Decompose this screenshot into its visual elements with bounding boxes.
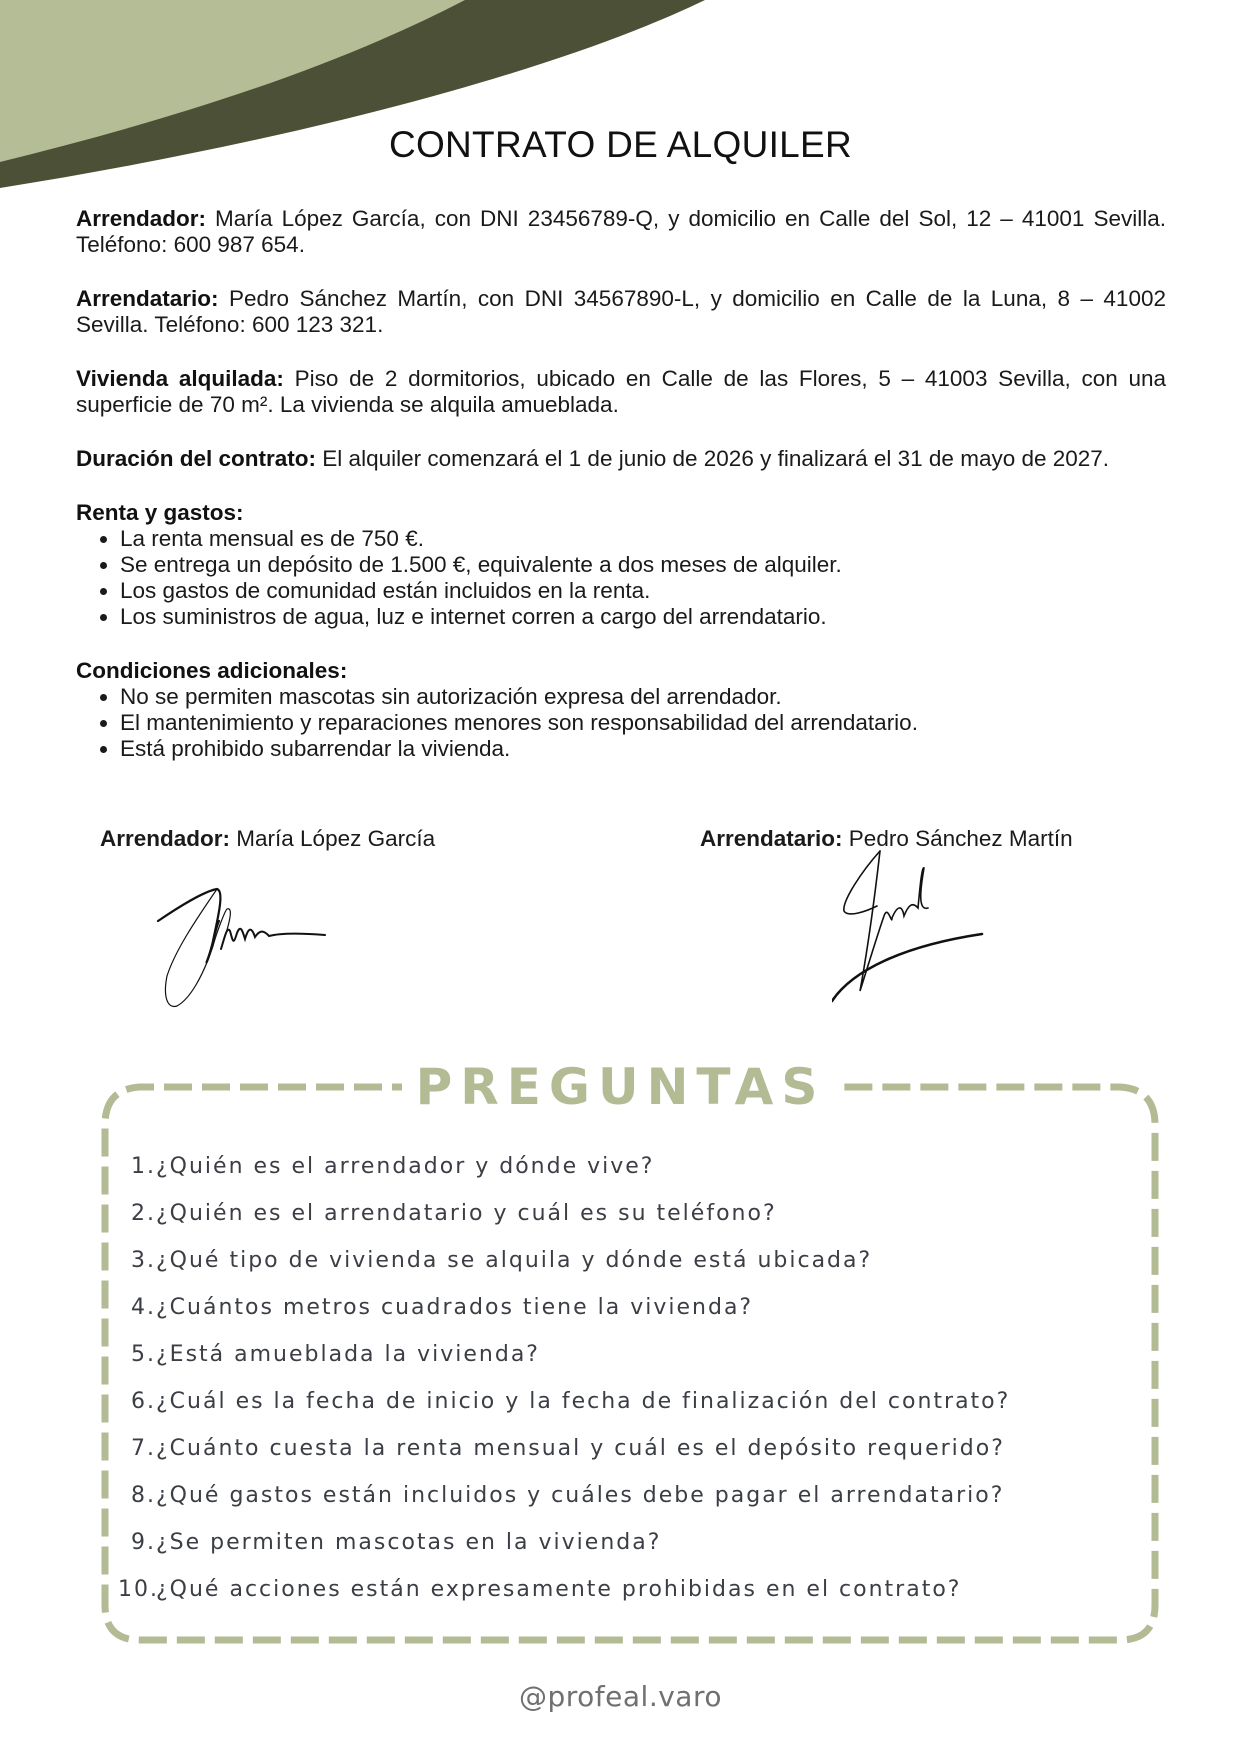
conditions-list [76, 684, 1166, 762]
author-handle: @profeal.varo [519, 1680, 722, 1713]
question-text: ¿Qué acciones están expresamente prohibidas en el contrato? [156, 1577, 962, 1602]
rent-heading-text: Renta y gastos: [76, 500, 244, 525]
question-item [118, 1425, 1010, 1472]
landlord-signature-caption [100, 826, 435, 852]
signatures-section [0, 826, 1241, 1026]
condition-item: • El mantenimiento y reparaciones menores son responsabilidad del arrendatario. [120, 710, 1166, 736]
condition-item: • No se permiten mascotas sin autorización expresa del arrendador. [120, 684, 1166, 710]
tenant-signature-name: Pedro Sánchez Martín [848, 826, 1073, 851]
duration-details: El alquiler comenzará el 1 de junio de 2026 y finalizará el 31 de mayo de 2027. [322, 446, 1110, 471]
question-item [118, 1284, 1010, 1331]
conditions-heading [76, 658, 1166, 684]
question-text: ¿Se permiten mascotas en la vivienda? [156, 1530, 662, 1555]
question-text: ¿Está amueblada la vivienda? [156, 1342, 540, 1367]
questions-title [0, 1058, 1241, 1116]
condition-item: • Está prohibido subarrendar la vivienda. [120, 736, 1166, 762]
question-number: 10. [118, 1577, 159, 1602]
property-details: Piso de 2 dormitorios, ubicado en Calle de las Flores, 5 – 41003 Sevilla, con una superficie de 70 m². La vivienda se alquila amueblada. [76, 366, 1166, 417]
question-text: ¿Quién es el arrendatario y cuál es su teléfono? [156, 1201, 777, 1226]
question-number: 4. [131, 1295, 156, 1320]
document-title: CONTRATO DE ALQUILER [388, 124, 853, 165]
contract-body [76, 206, 1166, 790]
tenant-paragraph [76, 286, 1166, 338]
landlord-signature-image [155, 881, 345, 1011]
property-label: Vivienda alquilada: [76, 366, 284, 391]
corner-decoration [0, 0, 720, 200]
question-number: 7. [131, 1436, 156, 1461]
question-text: ¿Qué gastos están incluidos y cuáles debe pagar el arrendatario? [156, 1483, 1005, 1508]
rent-item: • Los gastos de comunidad están incluidos en la renta. [120, 578, 1166, 604]
question-number: 2. [131, 1201, 156, 1226]
question-item [118, 1519, 1010, 1566]
tenant-details: Pedro Sánchez Martín, con DNI 34567890-L, y domicilio en Calle de la Luna, 8 – 41002 Sevilla. Teléfono: 600 123 321. [76, 286, 1166, 337]
questions-list [118, 1143, 1010, 1613]
landlord-paragraph [76, 206, 1166, 258]
question-number: 1. [131, 1154, 156, 1179]
rent-heading [76, 500, 1166, 526]
question-number: 9. [131, 1530, 156, 1555]
question-text: ¿Cuántos metros cuadrados tiene la vivienda? [156, 1295, 754, 1320]
landlord-signature-name: María López García [236, 826, 436, 851]
question-item [118, 1143, 1010, 1190]
landlord-details: María López García, con DNI 23456789-Q, y domicilio en Calle del Sol, 12 – 41001 Sevilla. Teléfono: 600 987 654. [76, 206, 1166, 257]
conditions-heading-text: Condiciones adicionales: [76, 658, 348, 683]
question-text: ¿Quién es el arrendador y dónde vive? [156, 1154, 655, 1179]
tenant-signature-label: Arrendatario: [700, 826, 843, 851]
question-item [118, 1566, 1010, 1613]
question-number: 8. [131, 1483, 156, 1508]
question-text: ¿Cuánto cuesta la renta mensual y cuál es el depósito requerido? [156, 1436, 1005, 1461]
tenant-label: Arrendatario: [76, 286, 219, 311]
question-item [118, 1331, 1010, 1378]
question-item [118, 1237, 1010, 1284]
question-text: ¿Cuál es la fecha de inicio y la fecha de finalización del contrato? [156, 1389, 1011, 1414]
rent-item: • La renta mensual es de 750 €. [120, 526, 1166, 552]
landlord-label: Arrendador: [76, 206, 207, 231]
question-number: 3. [131, 1248, 156, 1273]
question-text: ¿Qué tipo de vivienda se alquila y dónde está ubicada? [156, 1248, 873, 1273]
rent-list [76, 526, 1166, 630]
duration-paragraph [76, 446, 1166, 472]
duration-label: Duración del contrato: [76, 446, 317, 471]
question-item [118, 1472, 1010, 1519]
question-number: 6. [131, 1389, 156, 1414]
question-item [118, 1378, 1010, 1425]
question-number: 5. [131, 1342, 156, 1367]
questions-title-text: PREGUNTAS [402, 1058, 840, 1116]
rent-item: • Los suministros de agua, luz e internet corren a cargo del arrendatario. [120, 604, 1166, 630]
landlord-signature-label: Arrendador: [100, 826, 231, 851]
tenant-signature-image [832, 846, 1002, 1006]
property-paragraph [76, 366, 1166, 418]
rent-item: • Se entrega un depósito de 1.500 €, equivalente a dos meses de alquiler. [120, 552, 1166, 578]
question-item [118, 1190, 1010, 1237]
